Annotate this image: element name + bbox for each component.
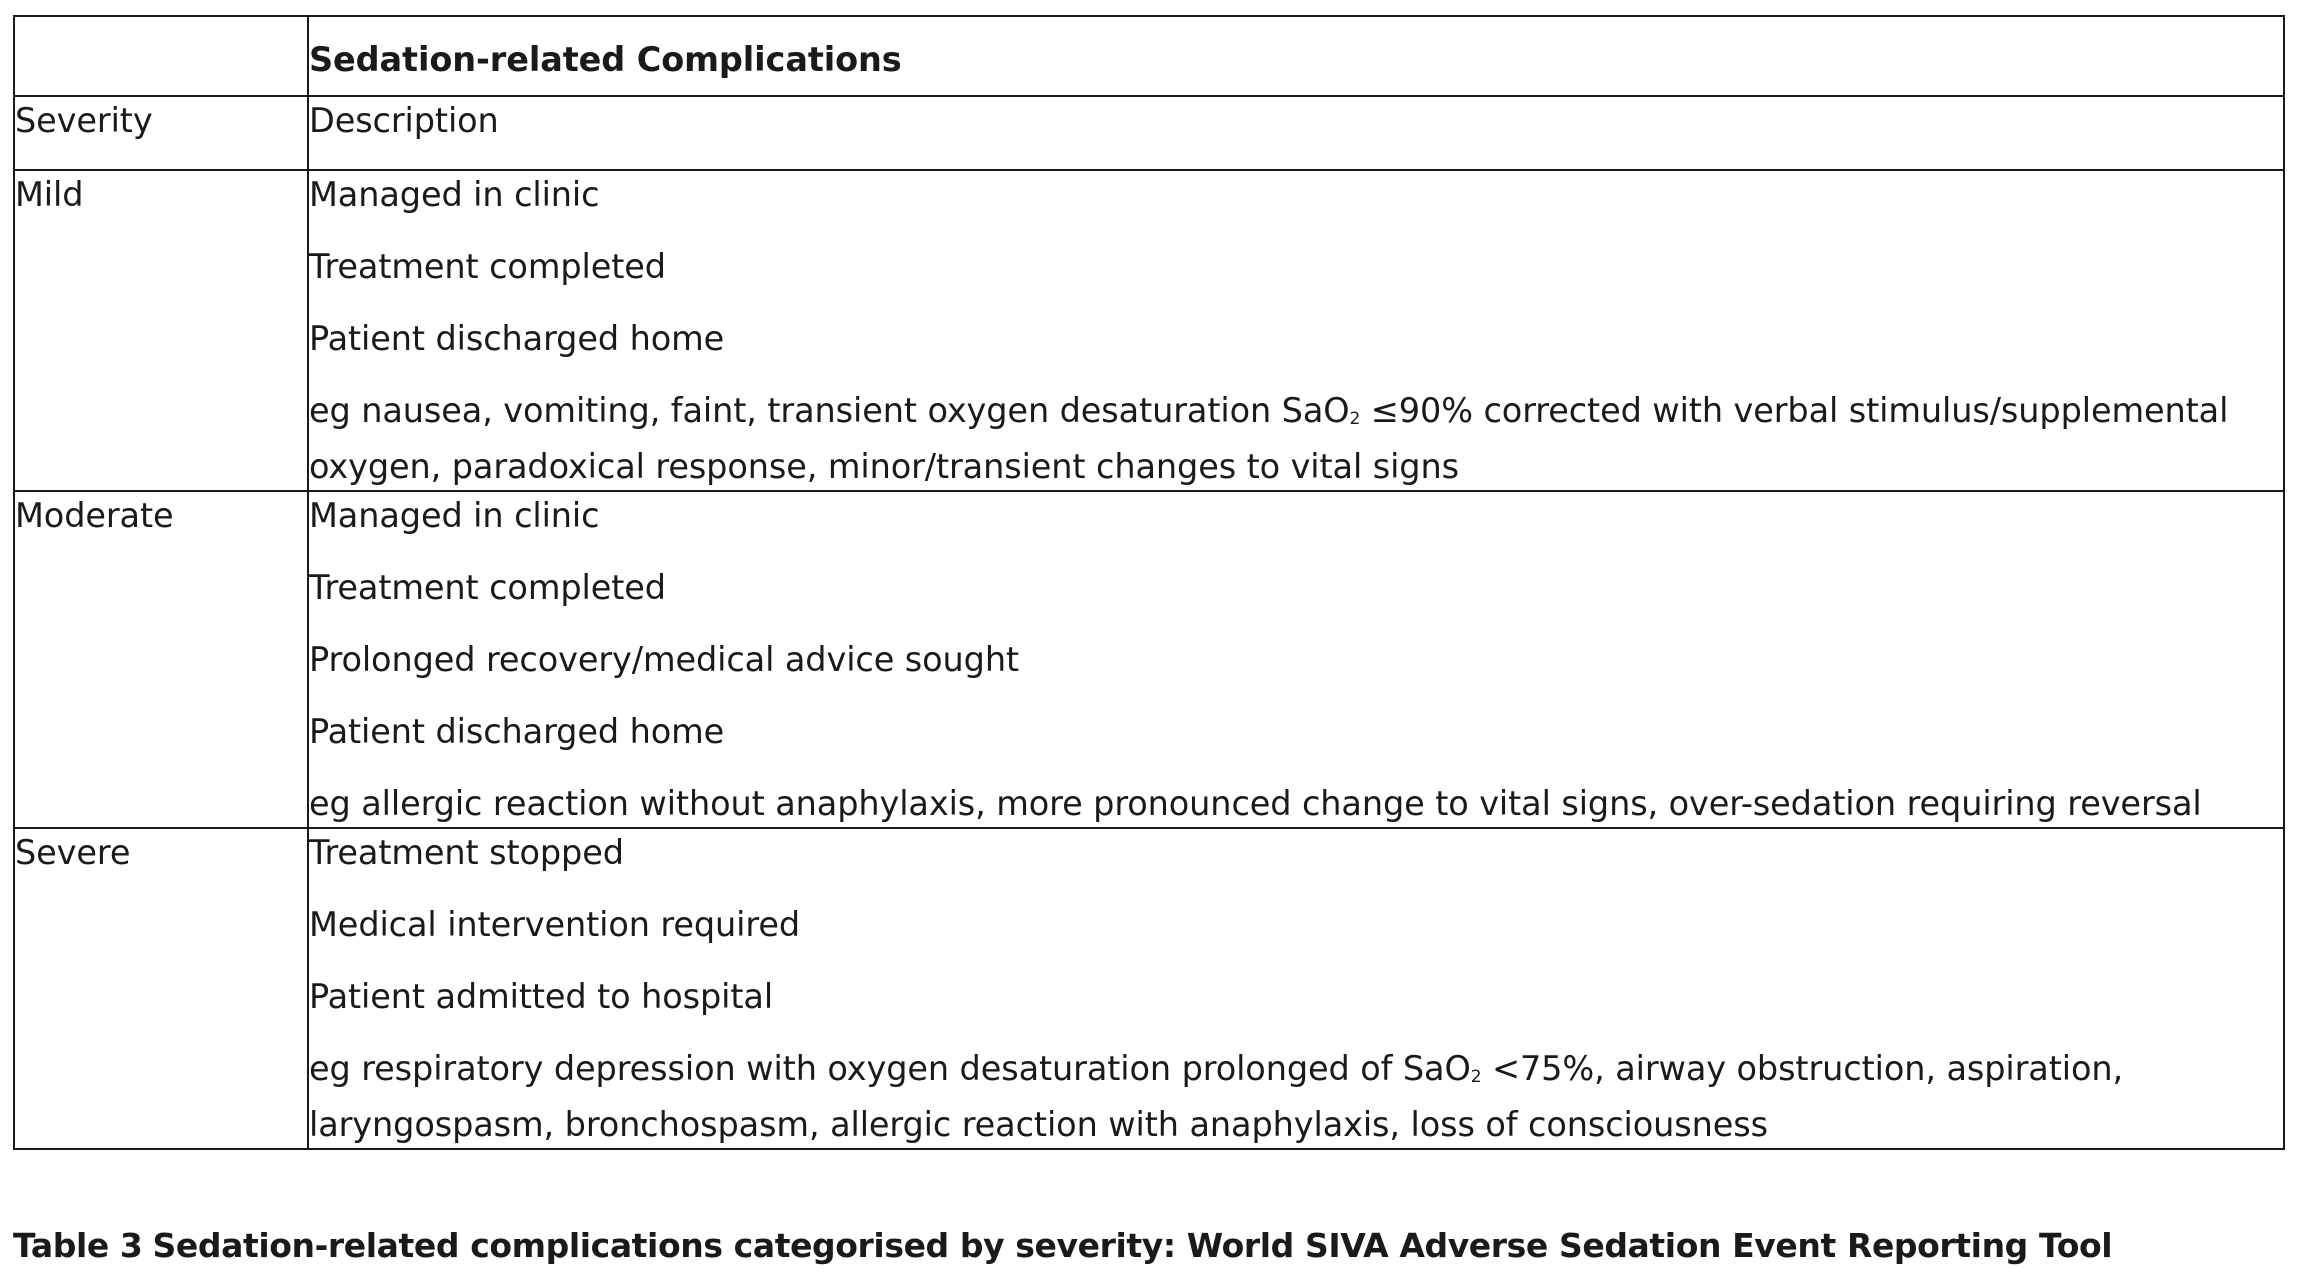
description-cell — [308, 828, 2284, 1149]
description-line: Managed in clinic — [309, 175, 600, 214]
description-cell — [308, 491, 2284, 828]
example-text: eg nausea, vomiting, faint, transient oxygen desaturation SaO$_2$ ≤90% corrected with verbal stimulus/supplemental oxygen, paradoxical response, minor/transient changes to vital signs — [309, 391, 2229, 486]
table-caption-text: Sedation-related complications categorised by severity: World SIVA Adverse Sedation Event Reporting Tool — [152, 1226, 2113, 1265]
example-text: eg allergic reaction without anaphylaxis, more pronounced change to vital signs, over-sedation requiring reversal — [309, 784, 2202, 823]
severity-header-label: Severity — [15, 101, 153, 140]
description-line: Treatment completed — [309, 247, 666, 286]
table-header-row — [14, 16, 2284, 96]
description-line: Prolonged recovery/medical advice sought — [309, 640, 1019, 679]
severity-label: Moderate — [15, 496, 174, 535]
description-line: Treatment completed — [309, 568, 666, 607]
severity-label: Mild — [15, 175, 84, 214]
table-caption — [13, 1226, 2112, 1266]
severity-cell — [14, 491, 308, 828]
description-line: Medical intervention required — [309, 905, 800, 944]
description-line: Patient admitted to hospital — [309, 977, 774, 1016]
header-title-cell — [308, 16, 2284, 96]
severity-column-header — [14, 96, 308, 170]
description-header-label: Description — [309, 101, 499, 140]
header-empty-cell — [14, 16, 308, 96]
table-row-moderate — [14, 491, 2284, 828]
description-cell — [308, 170, 2284, 491]
severity-cell — [14, 170, 308, 491]
description-line: Patient discharged home — [309, 712, 725, 751]
table-row-severe — [14, 828, 2284, 1149]
table-row-mild — [14, 170, 2284, 491]
column-headers-row — [14, 96, 2284, 170]
table-title: Sedation-related Complications — [309, 40, 902, 79]
complications-table-container — [13, 15, 2283, 1150]
description-line: Patient discharged home — [309, 319, 725, 358]
sedation-complications-table — [13, 15, 2285, 1150]
example-text: eg respiratory depression with oxygen desaturation prolonged of SaO$_2$ <75%, airway obstruction, aspiration, laryngospasm, bronchospasm, allergic reaction with anaphylaxis, loss of consciousness — [309, 1049, 2124, 1144]
severity-label: Severe — [15, 833, 131, 872]
description-line: Treatment stopped — [309, 833, 624, 872]
table-caption-number: Table 3 — [13, 1226, 143, 1265]
description-line: Managed in clinic — [309, 496, 600, 535]
description-column-header — [308, 96, 2284, 170]
severity-cell — [14, 828, 308, 1149]
